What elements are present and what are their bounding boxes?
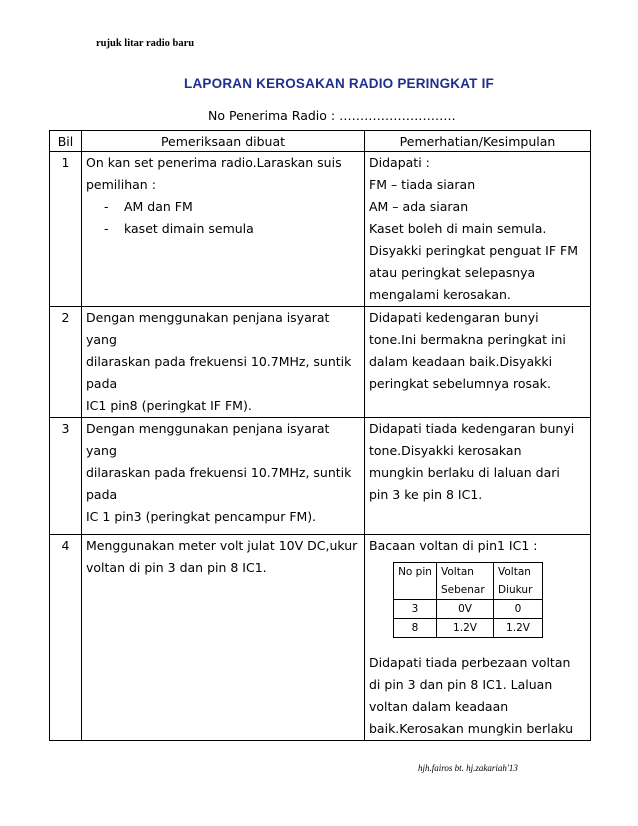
result-line: Kaset boleh di main semula. <box>369 221 547 236</box>
table-row <box>50 418 591 535</box>
voltage-header-actual: Voltan Sebenar <box>437 563 494 600</box>
result-line: dalam keadaan baik.Disyakki <box>369 354 553 369</box>
check-line: IC 1 pin3 (peringkat pencampur FM). <box>86 509 317 524</box>
voltage-header-pin: No pin <box>394 563 437 600</box>
result-conclusion <box>369 652 586 740</box>
row-number: 2 <box>50 307 82 418</box>
result-line: peringkat sebelumnya rosak. <box>369 376 551 391</box>
report-table <box>49 130 591 741</box>
check-line: pemilihan : <box>86 177 156 192</box>
result-line: tone.Ini bermakna peringkat ini <box>369 332 566 347</box>
voltage-row <box>394 600 543 619</box>
voltage-measured: 0 <box>494 600 543 619</box>
receiver-number-line: No Penerima Radio : ………………………. <box>208 108 456 123</box>
bullet-item <box>86 218 360 240</box>
check-line: dilaraskan pada frekuensi 10.7MHz, suntik pada <box>86 354 352 391</box>
check-line: dilaraskan pada frekuensi 10.7MHz, suntik pada <box>86 465 352 502</box>
table-header-row <box>50 131 591 152</box>
result-line: AM – ada siaran <box>369 199 469 214</box>
check-line: voltan di pin 3 dan pin 8 IC1. <box>86 560 267 575</box>
result-cell <box>365 535 591 741</box>
bullet-item <box>86 196 360 218</box>
result-line: FM – tiada siaran <box>369 177 476 192</box>
check-cell <box>82 418 365 535</box>
result-cell <box>365 418 591 535</box>
check-cell <box>82 307 365 418</box>
check-line: Menggunakan meter volt julat 10V DC,ukur <box>86 538 358 553</box>
voltage-table <box>393 562 543 638</box>
result-line: Didapati kedengaran bunyi <box>369 310 539 325</box>
check-line: Dengan menggunakan penjana isyarat yang <box>86 310 330 347</box>
check-line: On kan set penerima radio.Laraskan suis <box>86 155 342 170</box>
header-check: Pemeriksaan dibuat <box>82 131 365 152</box>
bullet-text: AM dan FM <box>124 199 193 214</box>
result-line: mungkin berlaku di laluan dari <box>369 465 560 480</box>
voltage-actual: 1.2V <box>437 619 494 638</box>
title-text: LAPORAN KEROSAKAN RADIO PERINGKAT IF <box>184 76 494 91</box>
result-line: baik.Kerosakan mungkin berlaku <box>369 721 574 736</box>
page-title <box>0 76 638 91</box>
voltage-pin: 8 <box>394 619 437 638</box>
check-line: Dengan menggunakan penjana isyarat yang <box>86 421 330 458</box>
result-line: voltan dalam keadaan <box>369 699 509 714</box>
result-line: Disyakki peringkat penguat IF FM <box>369 243 579 258</box>
header-bil: Bil <box>50 131 82 152</box>
result-intro: Bacaan voltan di pin1 IC1 : <box>369 538 538 553</box>
dash-bullet-icon: - <box>104 221 109 236</box>
voltage-actual: 0V <box>437 600 494 619</box>
table-row <box>50 535 591 741</box>
result-cell <box>365 307 591 418</box>
header-result: Pemerhatian/Kesimpulan <box>365 131 591 152</box>
row-number: 1 <box>50 152 82 307</box>
table-row <box>50 307 591 418</box>
result-line: Didapati tiada perbezaan voltan <box>369 655 571 670</box>
footer-author: hjh.fairos bt. hj.zakariah'13 <box>418 763 518 773</box>
table-row <box>50 152 591 307</box>
row-number: 4 <box>50 535 82 741</box>
bullet-text: kaset dimain semula <box>124 221 254 236</box>
voltage-pin: 3 <box>394 600 437 619</box>
voltage-header-measured: Voltan Diukur <box>494 563 543 600</box>
result-line: tone.Disyakki kerosakan <box>369 443 522 458</box>
voltage-header-row <box>394 563 543 600</box>
result-line: di pin 3 dan pin 8 IC1. Laluan <box>369 677 553 692</box>
row-number: 3 <box>50 418 82 535</box>
result-line: mengalami kerosakan. <box>369 287 511 302</box>
check-cell <box>82 535 365 741</box>
dash-bullet-icon: - <box>104 199 109 214</box>
result-line: atau peringkat selepasnya <box>369 265 536 280</box>
result-line: Didapati : <box>369 155 430 170</box>
check-cell <box>82 152 365 307</box>
voltage-row <box>394 619 543 638</box>
check-line: IC1 pin8 (peringkat IF FM). <box>86 398 252 413</box>
result-line: Didapati tiada kedengaran bunyi <box>369 421 575 436</box>
voltage-measured: 1.2V <box>494 619 543 638</box>
result-cell <box>365 152 591 307</box>
header-note: rujuk litar radio baru <box>96 38 195 49</box>
result-line: pin 3 ke pin 8 IC1. <box>369 487 483 502</box>
